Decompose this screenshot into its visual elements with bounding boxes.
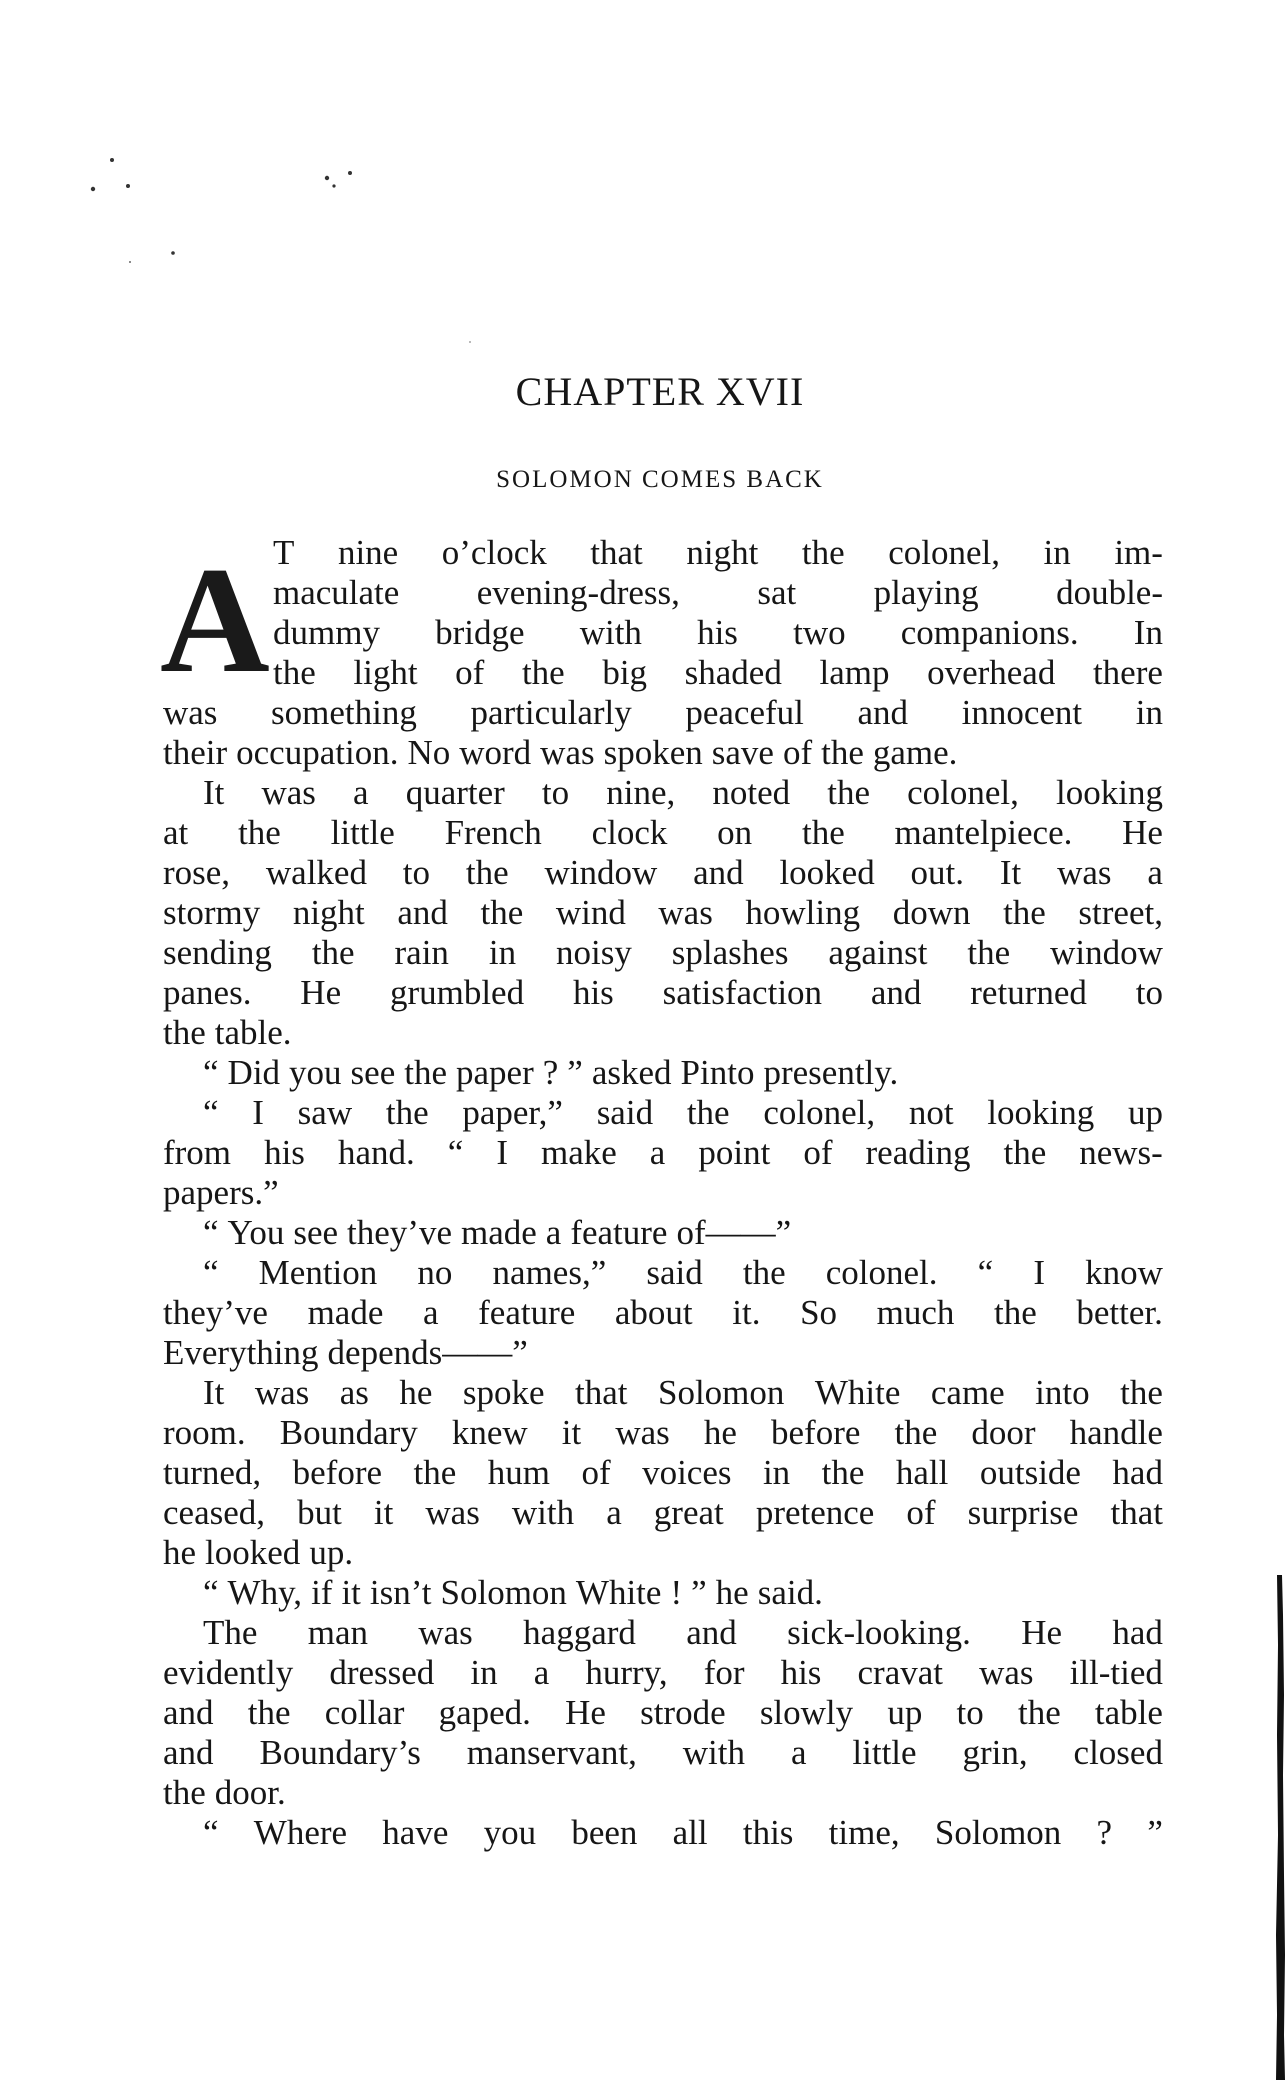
text-line: and the collar gaped. He strode slowly up to the table: [163, 1693, 1163, 1732]
chapter-subtitle: SOLOMON COMES BACK: [496, 466, 824, 493]
text-line: the door.: [163, 1773, 286, 1812]
text-line: room. Boundary knew it was he before the door handle: [163, 1413, 1163, 1452]
text-line: “ Did you see the paper ? ” asked Pinto presently.: [203, 1053, 899, 1092]
text-line: the table.: [163, 1013, 292, 1052]
text-line: “ You see they’ve made a feature of——”: [203, 1213, 792, 1252]
text-line: dummy bridge with his two companions. In: [273, 613, 1163, 652]
text-line: T nine o’clock that night the colonel, in im-: [273, 533, 1163, 572]
text-line: maculate evening-dress, sat playing double-: [273, 573, 1163, 612]
page-edge-shadow: [1273, 1575, 1285, 2080]
text-line: he looked up.: [163, 1533, 354, 1572]
text-line: the light of the big shaded lamp overhead there: [273, 653, 1163, 692]
text-line: evidently dressed in a hurry, for his cravat was ill-tied: [163, 1653, 1163, 1692]
text-line: ceased, but it was with a great pretence of surprise that: [163, 1493, 1163, 1532]
text-line: their occupation. No word was spoken save of the game.: [163, 733, 958, 772]
text-line: stormy night and the wind was howling down the street,: [163, 893, 1163, 932]
text-line: was something particularly peaceful and innocent in: [163, 693, 1163, 732]
text-line: turned, before the hum of voices in the hall outside had: [163, 1453, 1163, 1492]
text-line: “ Why, if it isn’t Solomon White ! ” he said.: [203, 1573, 823, 1612]
text-line: rose, walked to the window and looked out. It was a: [163, 853, 1163, 892]
text-line: from his hand. “ I make a point of reading the news-: [163, 1133, 1163, 1172]
text-line: “ I saw the paper,” said the colonel, not looking up: [203, 1093, 1163, 1132]
text-line: “ Mention no names,” said the colonel. “ I know: [203, 1253, 1163, 1292]
text-line: they’ve made a feature about it. So much the better.: [163, 1293, 1163, 1332]
chapter-body: [163, 533, 1163, 1853]
text-line: at the little French clock on the mantelpiece. He: [163, 813, 1163, 852]
text-line: The man was haggard and sick-looking. He had: [203, 1613, 1163, 1652]
text-line: panes. He grumbled his satisfaction and returned to: [163, 973, 1163, 1012]
chapter-title: CHAPTER XVII: [515, 369, 805, 414]
text-line: It was a quarter to nine, noted the colonel, looking: [203, 773, 1163, 812]
text-line: papers.”: [163, 1173, 279, 1212]
drop-cap: A: [160, 536, 270, 704]
text-line: Everything depends——”: [163, 1333, 528, 1372]
text-line: and Boundary’s manservant, with a little grin, closed: [163, 1733, 1163, 1772]
text-line: It was as he spoke that Solomon White came into the: [203, 1373, 1163, 1412]
text-line: “ Where have you been all this time, Solomon ? ”: [203, 1813, 1163, 1852]
text-line: sending the rain in noisy splashes against the window: [163, 933, 1163, 972]
